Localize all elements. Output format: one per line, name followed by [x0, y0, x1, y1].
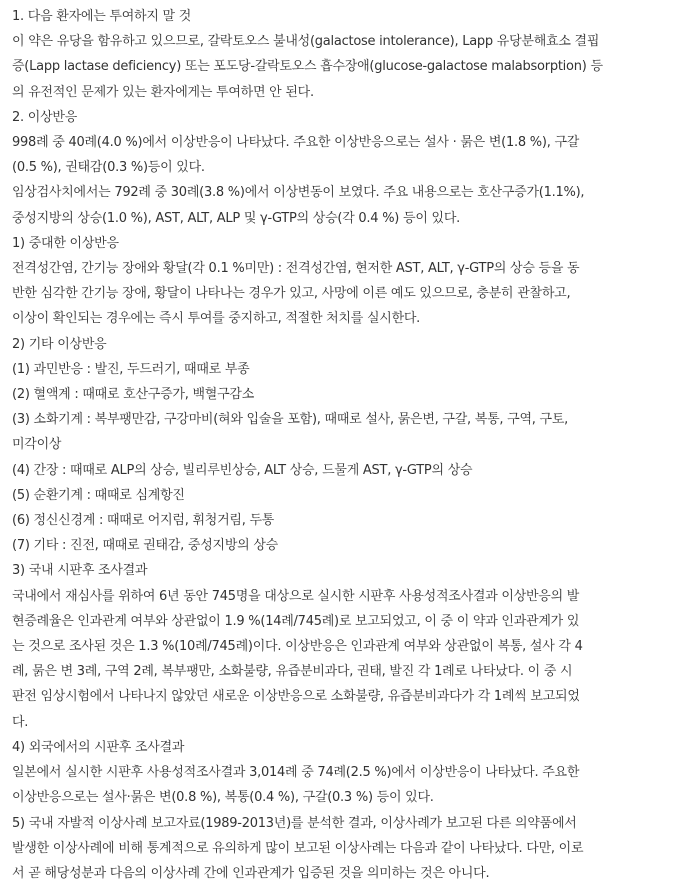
paragraph-line: 현증례율은 인과관계 여부와 상관없이 1.9 %(14례/745례)로 보고되었고, 이 중 이 약과 인과관계가 있 [12, 613, 580, 629]
list-item-continuation: 미각이상 [12, 437, 62, 453]
paragraph-line: 증(Lapp lactase deficiency) 또는 포도당-갈락토오스 흡수장애(glucose-galactose malabsorption) 등 [12, 59, 603, 75]
list-item: (7) 기타 : 진전, 때때로 권태감, 중성지방의 상승 [12, 538, 278, 554]
paragraph-line: 국내에서 재심사를 위하여 6년 동안 745명을 대상으로 실시한 시판후 사용성적조사결과 이상반응의 발 [12, 588, 580, 604]
list-item: (5) 순환기계 : 때때로 심계항진 [12, 487, 185, 503]
subsection-heading-domestic-survey: 3) 국내 시판후 조사결과 [12, 563, 148, 579]
section-heading-contraindications: 1. 다음 환자에는 투여하지 말 것 [12, 9, 192, 24]
list-item: (6) 정신신경계 : 때때로 어지럼, 휘청거림, 두통 [12, 513, 275, 529]
paragraph-line: 의 유전적인 문제가 있는 환자에게는 투여하면 안 된다. [12, 84, 314, 100]
paragraph-line: 5) 국내 자발적 이상사례 보고자료(1989-2013년)를 분석한 결과, 이상사례가 보고된 다른 의약품에서 [12, 815, 577, 831]
paragraph-line: 일본에서 실시한 시판후 사용성적조사결과 3,014례 중 74례(2.5 %)에서 이상반응이 나타났다. 주요한 [12, 765, 580, 781]
list-item: (1) 과민반응 : 발진, 두드러기, 때때로 부종 [12, 361, 250, 377]
paragraph-line: 다. [12, 714, 29, 730]
paragraph-line: 례, 묽은 변 3례, 구역 2례, 복부팽만, 소화불량, 유즙분비과다, 권태, 발진 각 1례로 나타났다. 이 중 시 [12, 664, 573, 680]
subsection-heading-foreign-survey: 4) 외국에서의 시판후 조사결과 [12, 739, 185, 755]
paragraph-line: (0.5 %), 권태감(0.3 %)등이 있다. [12, 160, 205, 176]
paragraph-line: 이상반응으로는 설사·묽은 변(0.8 %), 복통(0.4 %), 구갈(0.3 %) 등이 있다. [12, 790, 434, 806]
paragraph-line: 임상검사치에서는 792례 중 30례(3.8 %)에서 이상변동이 보였다. 주요 내용으로는 호산구증가(1.1%), [12, 185, 585, 201]
paragraph-line: 반한 심각한 간기능 장애, 황달이 나타나는 경우가 있고, 사망에 이른 예도 있으므로, 충분히 관찰하고, [12, 286, 571, 302]
paragraph-line: 998례 중 40례(4.0 %)에서 이상반응이 나타났다. 주요한 이상반응으로는 설사 · 묽은 변(1.8 %), 구갈 [12, 135, 580, 151]
paragraph-line: 이상이 확인되는 경우에는 즉시 투여를 중지하고, 적절한 처치를 실시한다. [12, 311, 421, 327]
paragraph-line: 발생한 이상사례에 비해 통계적으로 유의하게 많이 보고된 이상사례는 다음과 같이 나타났다. 다만, 이로 [12, 840, 584, 856]
subsection-heading-other-reactions: 2) 기타 이상반응 [12, 336, 107, 352]
list-item: (3) 소화기계 : 복부팽만감, 구강마비(혀와 입술을 포함), 때때로 설사, 묽은변, 구갈, 복통, 구역, 구토, [12, 412, 569, 428]
list-item: (2) 혈액계 : 때때로 호산구증가, 백혈구감소 [12, 387, 255, 403]
paragraph-line: 는 것으로 조사된 것은 1.3 %(10례/745례)이다. 이상반응은 인과관계 여부와 상관없이 복통, 설사 각 4 [12, 639, 583, 655]
paragraph-line: 전격성간염, 간기능 장애와 황달(각 0.1 %미만) : 전격성간염, 현저한 AST, ALT, γ-GTP의 상승 등을 동 [12, 261, 580, 277]
subsection-heading-serious-reactions: 1) 중대한 이상반응 [12, 235, 119, 251]
paragraph-line: 이 약은 유당을 함유하고 있으므로, 갈락토오스 불내성(galactose intolerance), Lapp 유당분해효소 결핍 [12, 34, 600, 50]
paragraph-line: 중성지방의 상승(1.0 %), AST, ALT, ALP 및 γ-GTP의 상승(각 0.4 %) 등이 있다. [12, 210, 461, 226]
section-heading-adverse-reactions: 2. 이상반응 [12, 109, 78, 125]
paragraph-line: 서 곧 해당성분과 다음의 이상사례 간에 인과관계가 입증된 것을 의미하는 것은 아니다. [12, 865, 490, 881]
list-item: (4) 간장 : 때때로 ALP의 상승, 빌리루빈상승, ALT 상승, 드물게 AST, γ-GTP의 상승 [12, 462, 473, 478]
paragraph-line: 판전 임상시험에서 나타나지 않았던 새로운 이상반응으로 소화불량, 유즙분비과다가 각 1례씩 보고되었 [12, 689, 580, 705]
